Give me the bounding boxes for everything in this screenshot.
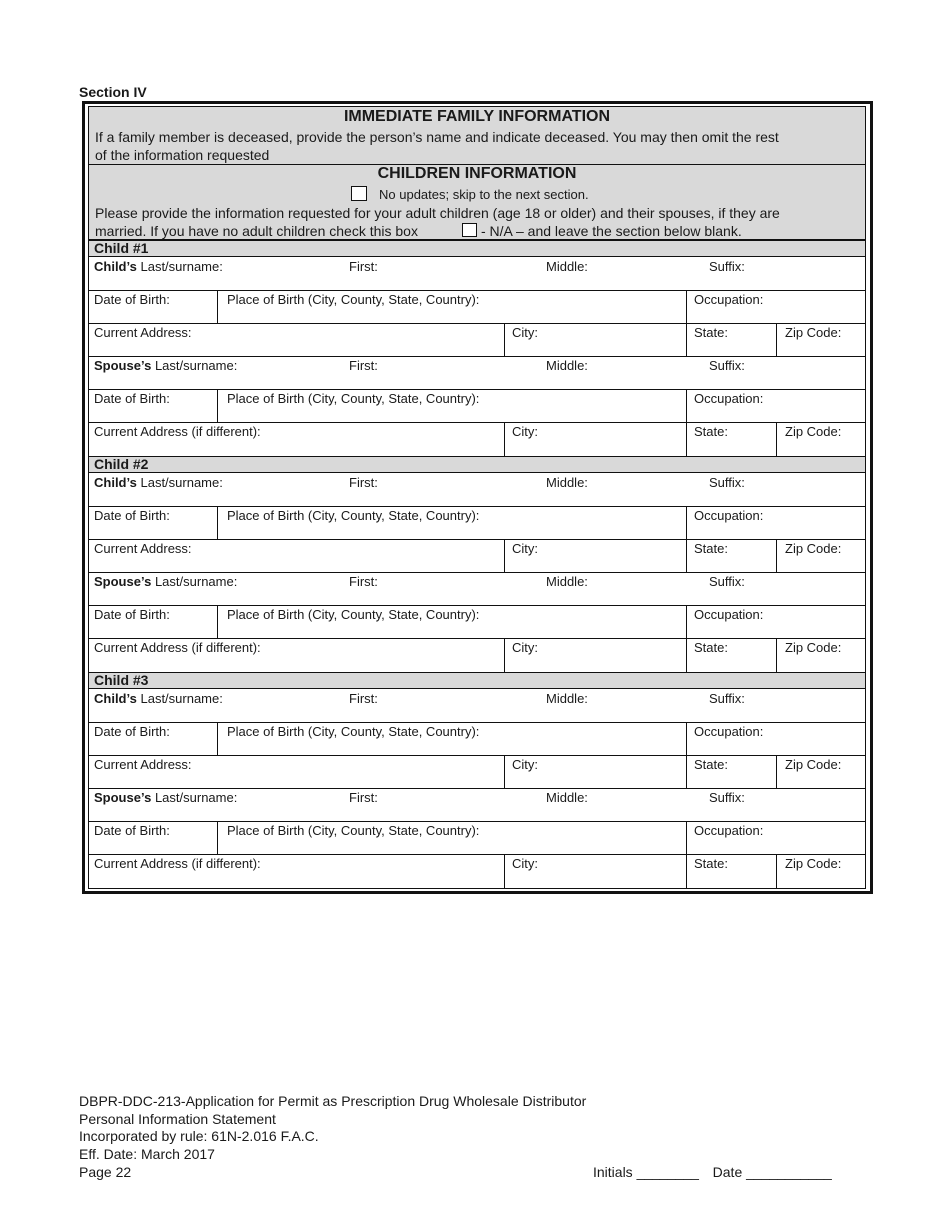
no-adult-children-checkbox[interactable] [462,223,477,237]
child-3-heading: Child #3 [94,672,149,688]
child-3-zip-divider [776,756,777,789]
child-3-zip-label: Zip Code: [785,757,842,772]
child-2-dob-divider [217,507,218,540]
child-3-spouse-address-label: Current Address (if different): [94,856,261,871]
child-3-spouse-zip-label: Zip Code: [785,856,842,871]
child-3-spouse-first-label: First: [349,790,378,805]
child-1-spouse-pob-label: Place of Birth (City, County, State, Country): [227,391,480,406]
child-3-city-divider [504,756,505,789]
child-3-row-divider-1 [89,722,865,723]
child-1-spouse-city-label: City: [512,424,538,439]
date-field[interactable]: Date ___________ [712,1164,832,1180]
child-2-heading-bar [89,456,865,473]
child-1-zip-label: Zip Code: [785,325,842,340]
child-3-occupation-label: Occupation: [694,724,764,739]
child-3-last-surname-text: Last/surname: [140,691,223,706]
child-3-spouse-dob-label: Date of Birth: [94,823,170,838]
child-2-state-label: State: [694,541,728,556]
child-2-spouse-dob-label: Date of Birth: [94,607,170,622]
child-2-spouse-pob-label: Place of Birth (City, County, State, Country): [227,607,480,622]
section-label: Section IV [79,84,147,100]
child-2-row-divider-5 [89,638,865,639]
child-3-spouse-state-divider [686,855,687,888]
child-3-address-label: Current Address: [94,757,192,772]
child-1-row-divider-5 [89,422,865,423]
child-3-row-divider-2 [89,755,865,756]
deceased-instructions-line2: of the information requested [95,147,270,163]
children-info-title: CHILDREN INFORMATION [377,165,577,182]
child-2-suffix-label: Suffix: [709,475,745,490]
child-2-bold-label: Child’s [94,475,137,490]
child-3-state-divider [686,756,687,789]
child-2-spouse-bold-label: Spouse’s [94,574,152,589]
child-1-row-divider-4 [89,389,865,390]
child-3-spouse-pob-label: Place of Birth (City, County, State, Country): [227,823,480,838]
child-3-dob-divider [217,723,218,756]
children-instructions-line2b: - N/A – and leave the section below blank. [481,223,742,239]
child-1-city-divider [504,324,505,357]
child-3-spouse-state-label: State: [694,856,728,871]
child-2-first-label: First: [349,475,378,490]
child-2-last-surname-label [94,475,223,490]
child-2-heading: Child #2 [94,456,149,472]
child-3-pob-label: Place of Birth (City, County, State, Country): [227,724,480,739]
child-1-heading: Child #1 [94,240,149,256]
child-2-spouse-state-divider [686,639,687,672]
child-2-last-surname-text: Last/surname: [140,475,223,490]
child-1-first-label: First: [349,259,378,274]
child-1-suffix-label: Suffix: [709,259,745,274]
children-instructions-line1: Please provide the information requested for your adult children (age 18 or older) and their spouses, if they are [95,205,780,221]
child-1-middle-label: Middle: [546,259,588,274]
child-3-spouse-zip-divider [776,855,777,888]
child-1-spouse-address-label: Current Address (if different): [94,424,261,439]
footer-form-title: Personal Information Statement [79,1110,276,1127]
child-3-spouse-bold-label: Spouse’s [94,790,152,805]
child-1-spouse-last-surname-text: Last/surname: [154,358,238,373]
child-2-occupation-divider [686,507,687,540]
child-1-spouse-dob-label: Date of Birth: [94,391,170,406]
child-1-last-surname-label [94,259,223,274]
child-1-spouse-occupation-label: Occupation: [694,391,764,406]
child-3-row-divider-4 [89,821,865,822]
footer-rule: Incorporated by rule: 61N-2.016 F.A.C. [79,1128,319,1144]
child-2-dob-label: Date of Birth: [94,508,170,523]
child-1-spouse-zip-label: Zip Code: [785,424,842,439]
child-1-spouse-bold-label: Spouse’s [94,358,152,373]
footer-eff-date: Eff. Date: March 2017 [79,1145,215,1162]
child-3-last-surname-label [94,691,223,706]
child-1-dob-label: Date of Birth: [94,292,170,307]
child-2-middle-label: Middle: [546,475,588,490]
child-1-spouse-first-label: First: [349,358,378,373]
child-2-spouse-occupation-label: Occupation: [694,607,764,622]
child-2-row-divider-3 [89,572,865,573]
child-1-spouse-last-surname-label [94,358,237,373]
child-2-spouse-zip-divider [776,639,777,672]
child-3-middle-label: Middle: [546,691,588,706]
child-1-last-surname-text: Last/surname: [140,259,223,274]
child-2-spouse-middle-label: Middle: [546,574,588,589]
child-2-spouse-last-surname-text: Last/surname: [154,574,238,589]
child-3-spouse-occupation-label: Occupation: [694,823,764,838]
no-updates-checkbox[interactable] [351,186,367,201]
child-3-state-label: State: [694,757,728,772]
child-1-bold-label: Child’s [94,259,137,274]
child-2-zip-divider [776,540,777,573]
child-1-occupation-label: Occupation: [694,292,764,307]
child-2-address-label: Current Address: [94,541,192,556]
footer-page-number: Page 22 [79,1164,132,1180]
child-1-spouse-dob-divider [217,390,218,423]
child-2-row-divider-1 [89,506,865,507]
child-1-state-divider [686,324,687,357]
child-3-occupation-divider [686,723,687,756]
child-3-spouse-occupation-divider [686,822,687,855]
child-3-spouse-last-surname-text: Last/surname: [154,790,238,805]
child-1-pob-label: Place of Birth (City, County, State, Country): [227,292,480,307]
child-2-row-divider-2 [89,539,865,540]
children-instructions-line2a: married. If you have no adult children check this box [95,223,418,239]
child-2-spouse-state-label: State: [694,640,728,655]
child-1-spouse-state-divider [686,423,687,456]
child-2-spouse-city-divider [504,639,505,672]
child-3-row-divider-3 [89,788,865,789]
child-1-row-divider-1 [89,290,865,291]
deceased-instructions-line1: If a family member is deceased, provide the person’s name and indicate deceased. You may then omit the rest [95,129,779,145]
child-1-spouse-city-divider [504,423,505,456]
child-1-row-divider-3 [89,356,865,357]
child-3-spouse-last-surname-label [94,790,237,805]
child-2-spouse-dob-divider [217,606,218,639]
child-1-dob-divider [217,291,218,324]
child-3-spouse-suffix-label: Suffix: [709,790,745,805]
child-2-row-divider-4 [89,605,865,606]
immediate-family-title: IMMEDIATE FAMILY INFORMATION [343,108,611,125]
child-1-city-label: City: [512,325,538,340]
child-3-suffix-label: Suffix: [709,691,745,706]
child-1-spouse-zip-divider [776,423,777,456]
child-2-spouse-first-label: First: [349,574,378,589]
child-2-pob-label: Place of Birth (City, County, State, Country): [227,508,480,523]
child-2-city-divider [504,540,505,573]
child-1-spouse-middle-label: Middle: [546,358,588,373]
child-3-city-label: City: [512,757,538,772]
child-1-spouse-occupation-divider [686,390,687,423]
child-2-spouse-city-label: City: [512,640,538,655]
child-1-spouse-suffix-label: Suffix: [709,358,745,373]
child-2-zip-label: Zip Code: [785,541,842,556]
child-3-row-divider-5 [89,854,865,855]
child-2-occupation-label: Occupation: [694,508,764,523]
initials-field[interactable]: Initials ________ [593,1164,699,1180]
child-1-occupation-divider [686,291,687,324]
child-1-heading-bar [89,240,865,257]
child-3-spouse-dob-divider [217,822,218,855]
no-updates-label: No updates; skip to the next section. [379,187,589,202]
child-1-state-label: State: [694,325,728,340]
child-1-spouse-state-label: State: [694,424,728,439]
child-2-spouse-occupation-divider [686,606,687,639]
child-2-state-divider [686,540,687,573]
child-2-city-label: City: [512,541,538,556]
family-info-header [88,106,866,240]
child-1-address-label: Current Address: [94,325,192,340]
child-1-row-divider-2 [89,323,865,324]
child-1-zip-divider [776,324,777,357]
child-3-first-label: First: [349,691,378,706]
child-2-spouse-zip-label: Zip Code: [785,640,842,655]
footer-form-number: DBPR-DDC-213-Application for Permit as Prescription Drug Wholesale Distributor [79,1093,587,1109]
child-3-spouse-city-divider [504,855,505,888]
child-3-spouse-middle-label: Middle: [546,790,588,805]
initials-date-line [593,1164,832,1180]
child-3-spouse-city-label: City: [512,856,538,871]
child-2-spouse-address-label: Current Address (if different): [94,640,261,655]
child-2-spouse-last-surname-label [94,574,237,589]
child-3-bold-label: Child’s [94,691,137,706]
child-3-heading-bar [89,672,865,689]
child-2-spouse-suffix-label: Suffix: [709,574,745,589]
child-3-dob-label: Date of Birth: [94,724,170,739]
